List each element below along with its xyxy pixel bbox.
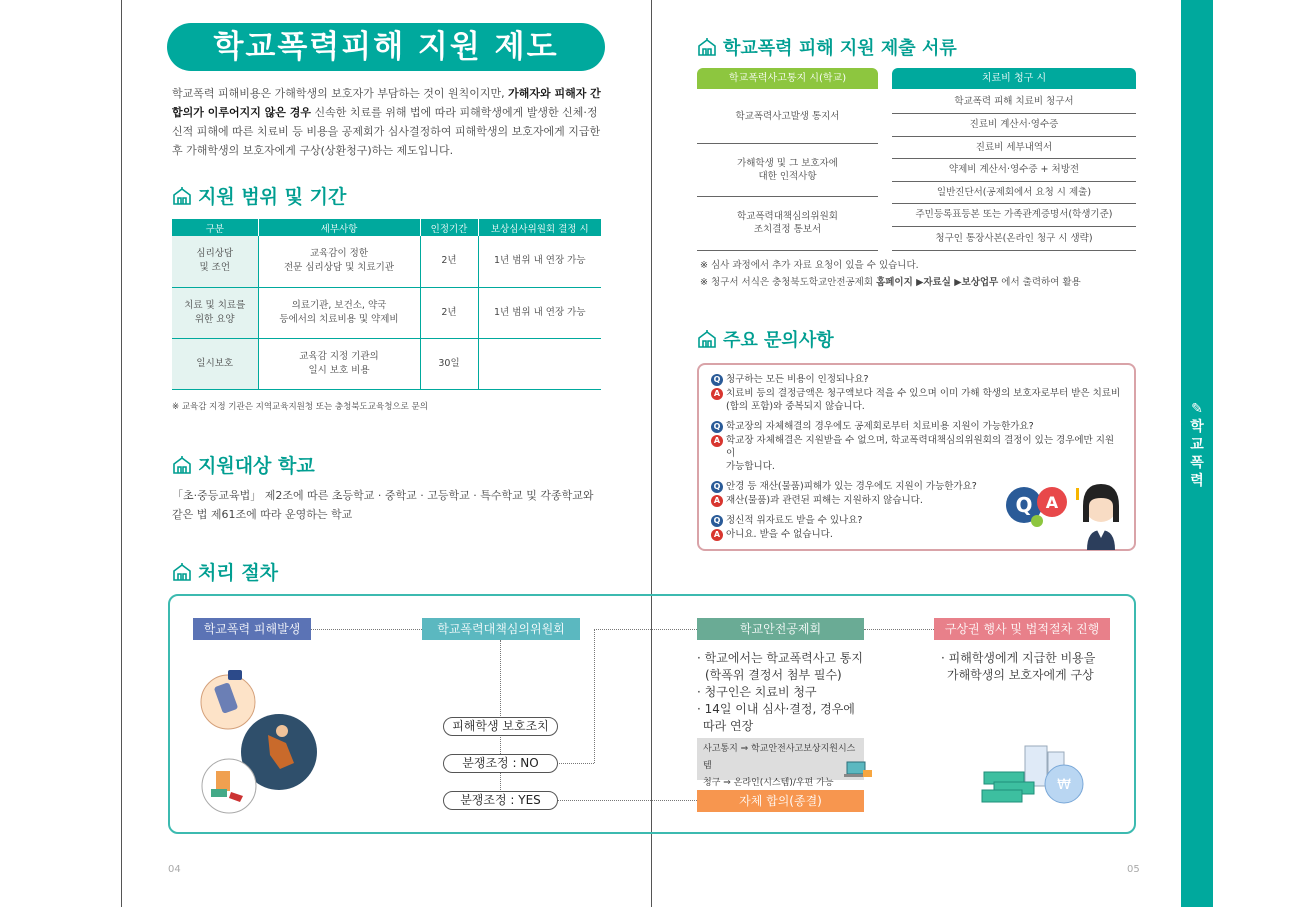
connector [594,629,595,763]
pill-yes: 분쟁조정 : YES [443,791,558,810]
q-badge-icon: Q [711,515,723,527]
qa-illustration [1003,480,1123,550]
step4-details: · 피해학생에게 지급한 비용을 가해학생의 보호자에게 구상 [941,651,1096,682]
docs-table-claim [892,90,1136,251]
docs-note-2: ※ 청구서 서식은 충청북도학교안전공제회 홈페이지 ▶자료실 ▶보상업무 에서 출력하여 활용 [700,277,1081,288]
faq-answer: A 학교장 자체해결은 지원받을 수 없으며, 학교폭력대책심의위원회의 결정이 있는 경우에만 지원이 가능합니다. [711,434,1122,473]
pill-no: 분쟁조정 : NO [443,754,558,773]
connector [594,629,697,630]
pencil-icon: ✎ [1191,401,1203,417]
section-title-faq: 주요 문의사항 [697,326,834,352]
connector [311,629,422,630]
docs-header-claim: 치료비 청구 시 [892,68,1136,89]
target-text: 「초·중등교육법」 제2조에 따른 초등학교 · 중학교 · 고등학교 · 특수학교 및 각종학교와 같은 법 제61조에 따라 운영하는 학교 [172,489,594,521]
system-note: 사고통지 ⇒ 학교안전사고보상지원시스템 청구 ⇒ 온라인(시스템)/우편 가능 [697,738,864,780]
faq-question: Q 청구하는 모든 비용이 인정되나요? [711,373,1122,386]
connector [864,629,934,630]
faq-question: Q 학교장의 자체해결의 경우에도 공제회로부터 치료비용 지원이 가능한가요? [711,420,1122,433]
table-row: 치료 및 치료를 위한 요양 의료기관, 보건소, 약국 등에서의 치료비용 및 약제비 2년 1년 범위 내 연장 가능 [172,287,601,338]
table-row: 심리상담 및 조언 교육감이 정한 전문 심리상담 및 치료기관 2년 1년 범위 내 연장 가능 [172,236,601,287]
table-row: 일시보호 교육감 지정 기관의 일시 보호 비용 30일 [172,338,601,389]
faq-answer: A 재산(물품)과 관련된 피해는 지원하지 않습니다. [711,494,1122,507]
step-legal: 구상권 행사 및 법적절차 진행 [934,618,1110,640]
school-icon [172,186,192,206]
table-row: 청구인 통장사본(온라인 청구 시 생략) [892,226,1136,250]
table-row: 학교폭력대책심의위원회 조치결정 통보서 [697,196,878,250]
connector [557,763,594,764]
connector [557,800,697,801]
money-illustration [980,738,1088,806]
qa-a-label: A [1045,493,1059,512]
section-title-scope: 지원 범위 및 기간 [172,182,346,209]
svg-text:₩: ₩ [1057,777,1071,793]
section-title-target: 지원대상 학교 [172,451,315,478]
qa-q-label: Q [1015,493,1033,517]
docs-table-school [697,90,878,251]
school-icon [172,455,192,475]
table-note: ※ 교육감 지정 기관은 지역교육지원청 또는 충청북도교육청으로 문의 [172,402,428,412]
q-badge-icon: Q [711,374,723,386]
table-row: 학교폭력사고발생 통지서 [697,90,878,143]
school-icon [697,329,717,349]
faq-question: Q 안경 등 재산(물품)피해가 있는 경우에도 지원이 가능한가요? [711,480,1122,493]
q-badge-icon: Q [711,481,723,493]
settlement-box: 자체 합의(종결) [697,790,864,812]
docs-note-1: ※ 심사 과정에서 추가 자료 요청이 있을 수 있습니다. [700,260,919,271]
step-damage: 학교폭력 피해발생 [193,618,311,640]
table-row: 약제비 계산서·영수증 + 처방전 [892,158,1136,181]
victim-illustration [198,665,320,815]
table-row: 진료비 계산서·영수증 [892,113,1136,136]
table-row: 가해학생 및 그 보호자에 대한 인적사항 [697,143,878,196]
table-row: 일반진단서(공제회에서 요청 시 제출) [892,181,1136,203]
side-tab-label: ✎ 학 교 폭 력 [1181,400,1213,490]
table-row: 진료비 세부내역서 [892,136,1136,158]
section-title-process: 처리 절차 [172,558,278,585]
docs-header-school: 학교폭력사고통지 시(학교) [697,68,878,89]
a-badge-icon: A [711,388,723,400]
table-row: 학교폭력 피해 치료비 청구서 [892,90,1136,113]
step-insurance: 학교안전공제회 [697,618,864,640]
faq-answer: A 치료비 등의 결정금액은 청구액보다 적을 수 있으며 이미 가해 학생의 보호자로부터 받은 치료비 (합의 포함)와 중복되지 않습니다. [711,387,1122,413]
pill-protection: 피해학생 보호조치 [443,717,558,736]
intro-text: 학교폭력 피해비용은 가해학생의 보호자가 부담하는 것이 원칙이지만, 가해자와 피해자 간 합의가 이루어지지 않은 경우 신속한 치료를 위해 법에 따라 피해학생에게 발생한 신체·정신적 피해에 따른 치료비 등 비용을 공제회가 심사결정하여 피해학생의 보호자에게 지급한 후 가해학생의 보호자에게 구상(상환청구)하는 제도입니다. [172,87,601,157]
a-badge-icon: A [711,529,723,541]
q-badge-icon: Q [711,421,723,433]
faq-answer: A 아니요. 받을 수 없습니다. [711,528,1122,541]
page-number-left: 04 [168,864,181,875]
school-icon [172,562,192,582]
scope-table: 구분 세부사항 인정기간 보상심사위원회 결정 시 심리상담 및 조언 교육감이 정한 전문 심리상담 및 치료기관 2년 1년 범위 내 연장 가능 치료 및 치료를 위한 요양 의료기관, 보건소, 약국 등에서의 치료비용 및 약제비 2년 1년 범위 내 연장 가능 일시보호 교육감 지정 기관의 일시 보호 비용 30일 [172,219,601,390]
page-number-right: 05 [1127,864,1140,875]
faq-question: Q 정신적 위자료도 받을 수 있나요? [711,514,1122,527]
section-title-docs: 학교폭력 피해 지원 제출 서류 [697,34,957,60]
a-badge-icon: A [711,495,723,507]
table-row: 주민등록표등본 또는 가족관계증명서(학생기준) [892,203,1136,226]
step3-details: · 학교에서는 학교폭력사고 통지 (학폭위 결정서 첨부 필수) · 청구인은 치료비 청구 · 14일 이내 심사·결정, 경우에 따라 연장 [697,651,863,733]
page-title: 학교폭력피해 지원 제도 [167,23,605,71]
a-badge-icon: A [711,435,723,447]
laptop-icon [843,760,873,780]
step-committee: 학교폭력대책심의위원회 [422,618,580,640]
school-icon [697,37,717,57]
